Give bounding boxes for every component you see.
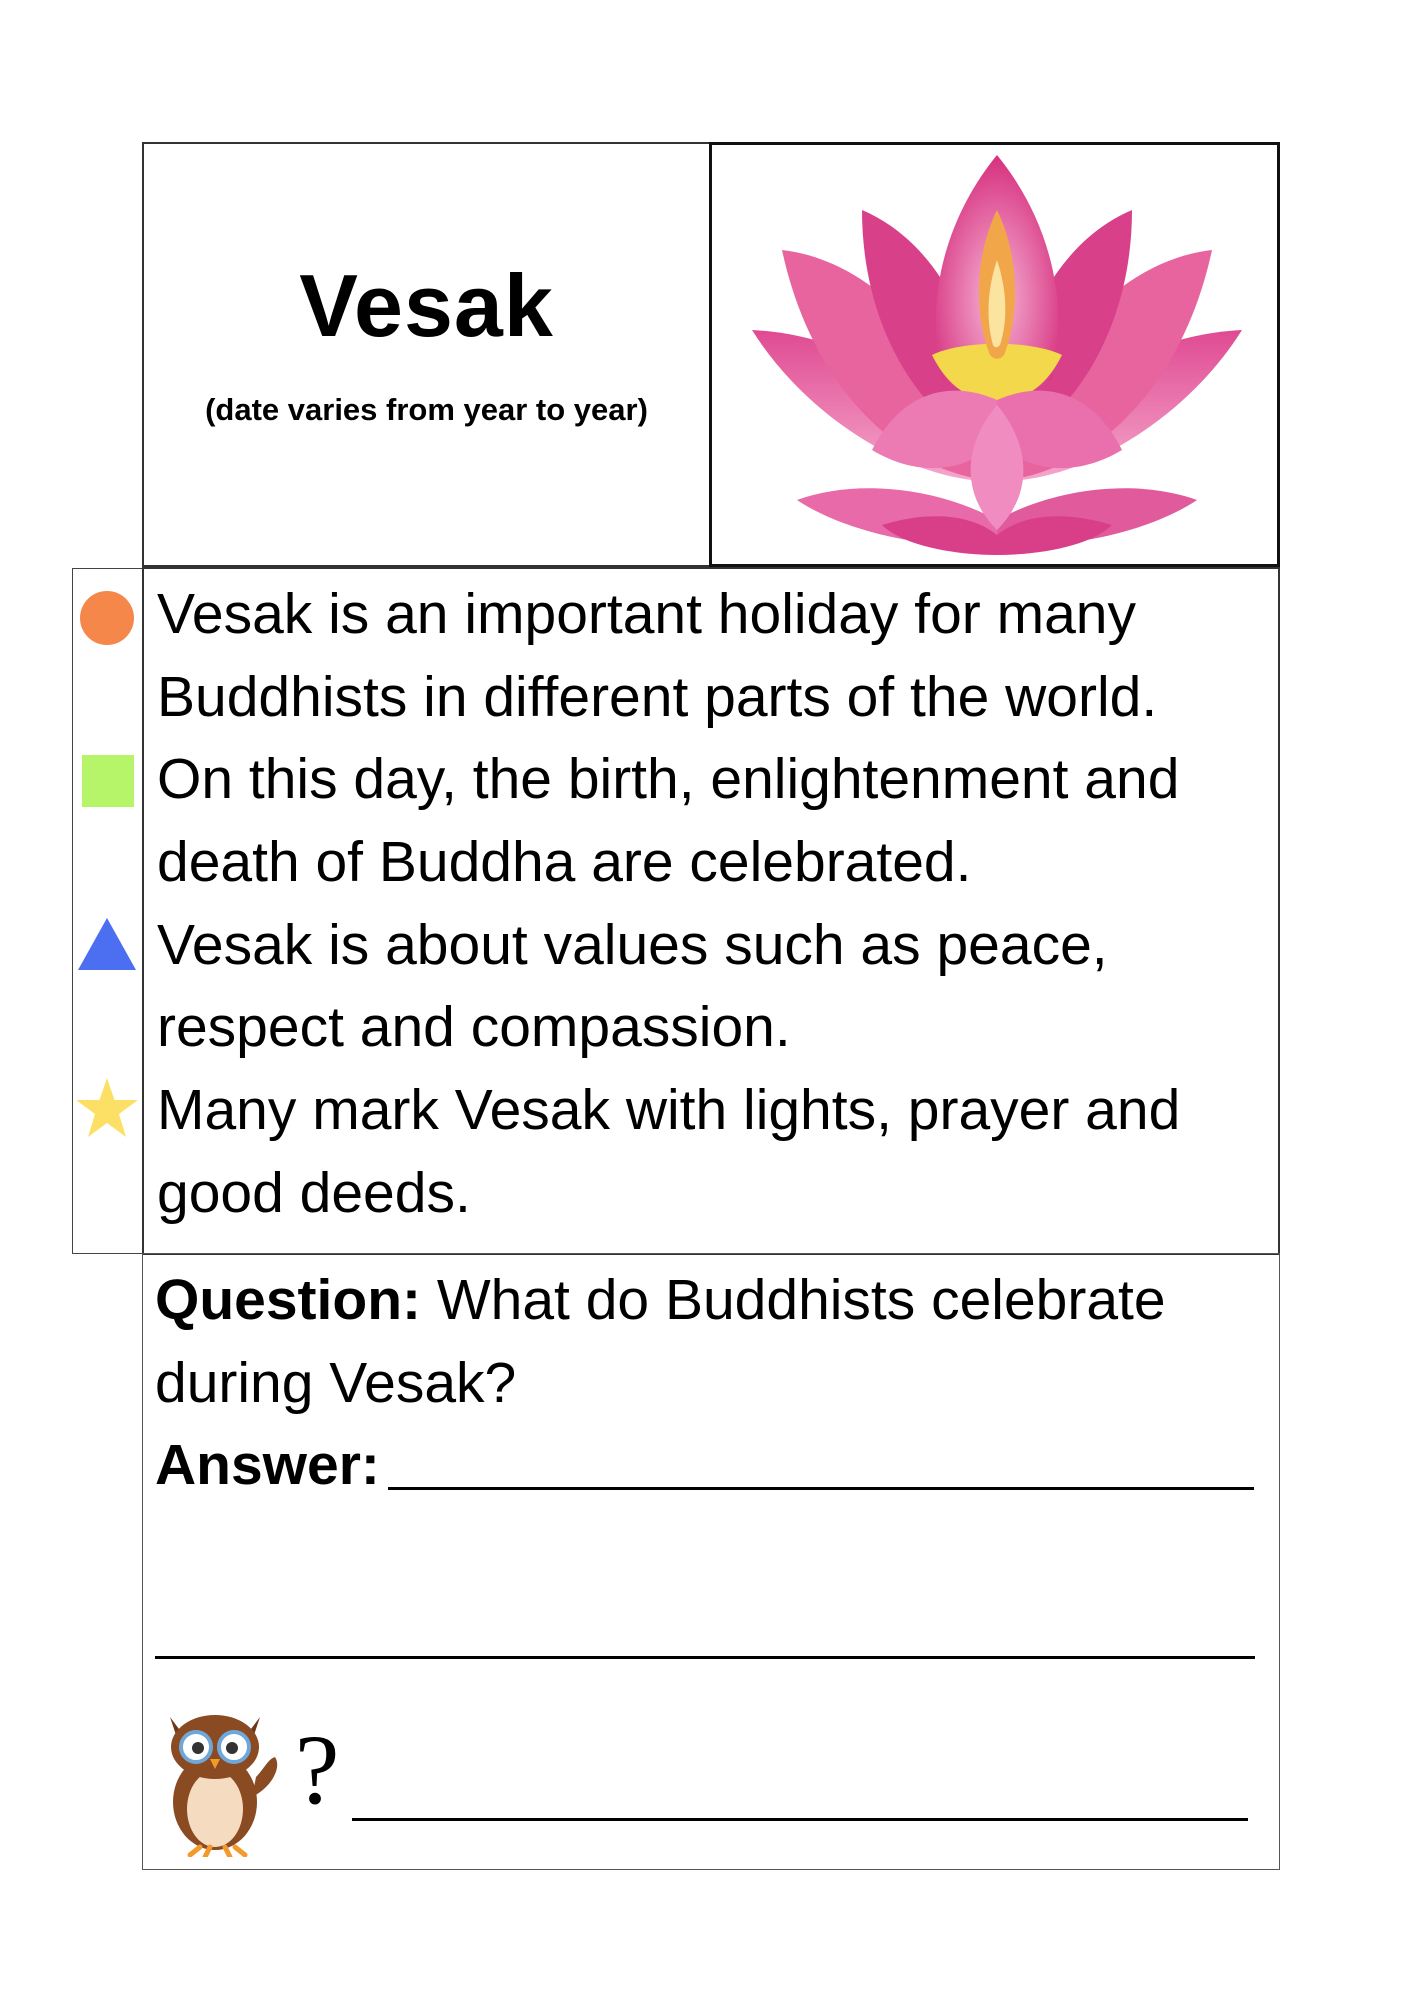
question-line-2: during Vesak? <box>155 1351 517 1415</box>
text-line: death of Buddha are celebrated. <box>157 830 972 894</box>
question-label: Question: <box>155 1268 421 1332</box>
text-line: Buddhists in different parts of the world. <box>157 665 1158 729</box>
question-text <box>155 1268 1166 1332</box>
question-line-1: What do Buddhists celebrate <box>421 1268 1166 1332</box>
question-mark: ? <box>295 1714 340 1825</box>
text-line: Many mark Vesak with lights, prayer and <box>157 1078 1181 1142</box>
green-square-icon <box>82 755 134 807</box>
yellow-star-icon <box>76 1078 138 1138</box>
orange-circle-icon <box>79 590 135 646</box>
text-line: Vesak is about values such as peace, <box>157 913 1108 977</box>
text-line: respect and compassion. <box>157 995 791 1059</box>
text-line: Vesak is an important holiday for many <box>157 582 1136 646</box>
answer-label: Answer: <box>155 1433 380 1497</box>
own-question-line[interactable] <box>352 1818 1248 1821</box>
marker-strip <box>72 568 143 1254</box>
text-line: good deeds. <box>157 1161 471 1225</box>
answer-line-1[interactable] <box>388 1487 1254 1490</box>
blue-triangle-icon <box>78 918 136 970</box>
lotus-candle-icon <box>742 150 1252 560</box>
date-subtitle: (date varies from year to year) <box>205 392 648 427</box>
text-line: On this day, the birth, enlightenment and <box>157 747 1180 811</box>
answer-line-2[interactable] <box>155 1656 1255 1659</box>
page-title: Vesak <box>299 256 554 355</box>
owl-icon <box>160 1697 290 1857</box>
